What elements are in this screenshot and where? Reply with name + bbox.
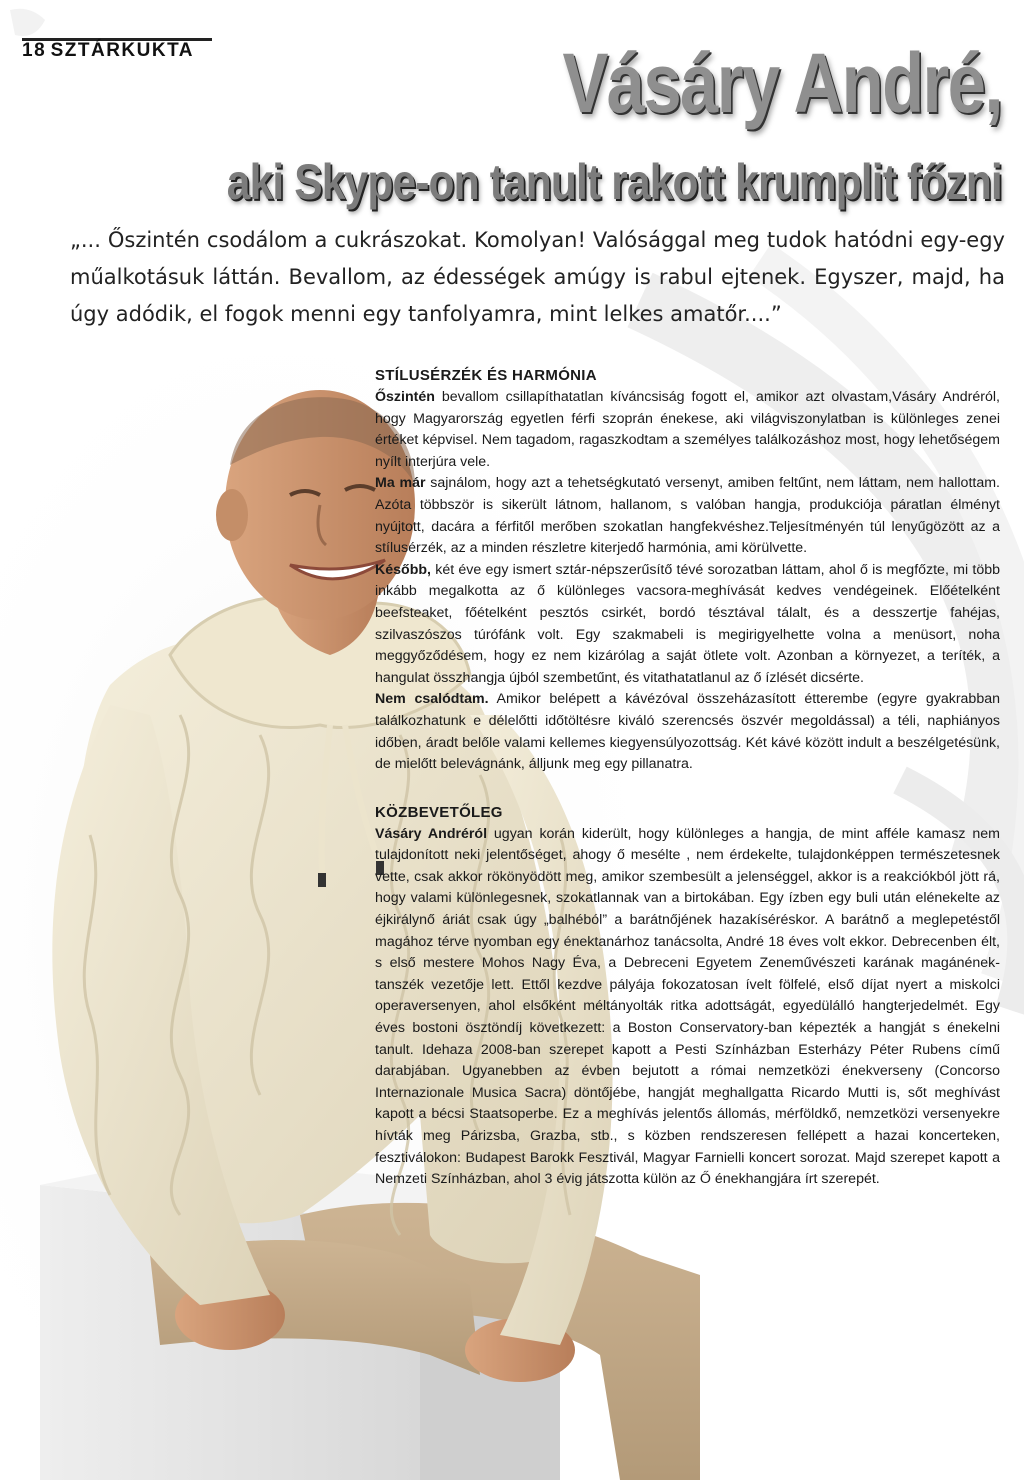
paragraph bbox=[375, 689, 1000, 775]
page-header bbox=[22, 40, 194, 62]
lead-word: Vásáry Andréról bbox=[375, 825, 488, 842]
paragraph bbox=[375, 560, 1000, 690]
paragraph-text: bevallom csillapíthatatlan kíváncsiság fogott el, amikor azt olvastam,Vásáry Andréról, hogy Magyarország egyetlen férfi szoprán énekese, aki világviszonylatban is különleges zenei értéket képvisel. Nem tagadom, ragaszkodtam a személyes találkozáshoz most, hogy lehetőségem nyílt interjúra vele. bbox=[375, 389, 1000, 470]
lead-word: Ma már bbox=[375, 475, 426, 492]
section-heading-style: STÍLUSÉRZÉK ÉS HARMÓNIA bbox=[375, 367, 597, 384]
paragraph-text: sajnálom, hogy azt a tehetségkutató versenyt, amiben feltűnt, nem láttam, nem hallottam. Azóta többször is sikerült látnom, hallanom, s valóban hangja, produkciója páratlan élményt nyújtott, dacára a férfitől merőben szokatlan hangfekvéshez.Teljesítményén túl lenyűgözött az a stílusérzék, az a minden részletre kiterjedő harmónia, ami körülvette. bbox=[375, 475, 1000, 557]
article-body bbox=[375, 365, 1000, 1191]
section-label: SZTÁRKUKTA bbox=[50, 40, 195, 61]
paragraph-text: két éve egy ismert sztár-népszerűsítő tévé sorozatban láttam, ahol ő is megfőzte, mi több inkább megalkotta az ő különleges vacsora-meghívását kedves vendégeinek. Előételként beefsteaket, főételként pesztós csirkét, bordó tésztával tálalt, és a desszertje fahéjas, szilvaszószos túrófánk volt. Egy szakmabeli is megirigyelhette volna a menüsort, noha meggyőződésem, hogy ez nem kizárólag a saját ötlete volt. Azonban a környezet, a teríték, a hangulat összhangja újból szembetűnt, és vitathatatlanul az ő ízlését dicsérte. bbox=[375, 561, 1000, 686]
lead-word: Nem csalódtam. bbox=[375, 691, 489, 708]
paragraph-text: ugyan korán kiderült, hogy különleges a hangja, de mint afféle kamasz nem tulajdonított neki jelentőséget, ahogy ő mesélte , nem érdekelte, tulajdonképpen természetesnek vette, csak akkor rökönyödött meg, amikor szembesült a jelenséggel, akkor is a reakciókból jött rá, hogy valami különlegesnek, szokatlannak van a birtokában. Egy ízben egy buli után elénekelte az éjkirálynő áriát csak úgy „balhéból” a barátnőjének hazakíséréskor. A barátnő a meglepetéstől magához térve nyomban egy énektanárhoz tanácsolta, André 18 éves volt ekkor. Debrecenben élt, s első mestere Mohos Nagy Éva, a Debreceni Egyetem Zeneművészeti karának magánének-tanszék vezetője lett. Ettől kezdve pályája fokozatosan ívelt fölfelé, első díjat nyert a miskolci operaversenyen, ahol elsőként méltányolták ritka adottságát, egyedülálló hangterjedelmét. Egy éves bostoni ösztöndíj következett: a Boston Conservatory-ban képezték a hangját s énekelni tanult. Idehaza 2008-ban szerepet kapott a Pesti Színházban Esterházy Péter Rubens című darabjában. Ugyanebben az évben bejutott a római nemzetközi énekverseny (Concorso Internazionale Musica Sacra) döntőjébe, hangját meghallgatta Ricardo Mutti is, sőt meghívást kapott a bécsi Staatsoperbe. Ez a meghívás jelentős állomás, mérföldkő, nemzetközi versenyekre hívták meg Párizsba, Grazba, stb., s közben rendszeresen fellépett a hazai koncerteken, fesztiválokon: Budapest Barokk Fesztivál, Magyar Farnielli koncert sorozat. Majd szerepet kapott a Nemzeti Színházban, ahol 3 évig játszotta külön az Ő énekhangjára írt szerepét. bbox=[375, 825, 1000, 1188]
page-number: 18 bbox=[22, 40, 47, 61]
lead-quote: „... Őszintén csodálom a cukrászokat. Komolyan! Valósággal meg tudok hatódni egy-egy műalkotásuk láttán. Bevallom, az édességek amúgy is rabul ejtenek. Egyszer, majd, ha úgy adódik, el fogok menni egy tanfolyamra, mint lelkes amatőr....” bbox=[70, 228, 1005, 326]
paragraph bbox=[375, 824, 1000, 1191]
paragraph bbox=[375, 473, 1000, 559]
paragraph bbox=[375, 387, 1000, 473]
lead-word: Őszintén bbox=[375, 389, 435, 405]
paragraph-text: Amikor belépett a kávézóval összeházasított étterembe (egyre gyakrabban találkozhatunk e délelőtti időtöltésre kiváló szerencsés öszvér megoldással) a téli, naphiányos időben, áradt belőle valami kellemes kiegyensúlyozottság. Két kávé között indult a beszélgetésünk, de mielőtt belevágnánk, álljunk meg egy pillanatra. bbox=[375, 691, 1000, 773]
article-subtitle: aki Skype-on tanult rakott krumplit főzni bbox=[226, 154, 1002, 210]
lead-word: Később, bbox=[375, 561, 431, 578]
section-heading-interjection: KÖZBEVETŐLEG bbox=[375, 803, 503, 821]
article-title: Vásáry André, bbox=[562, 36, 1002, 130]
